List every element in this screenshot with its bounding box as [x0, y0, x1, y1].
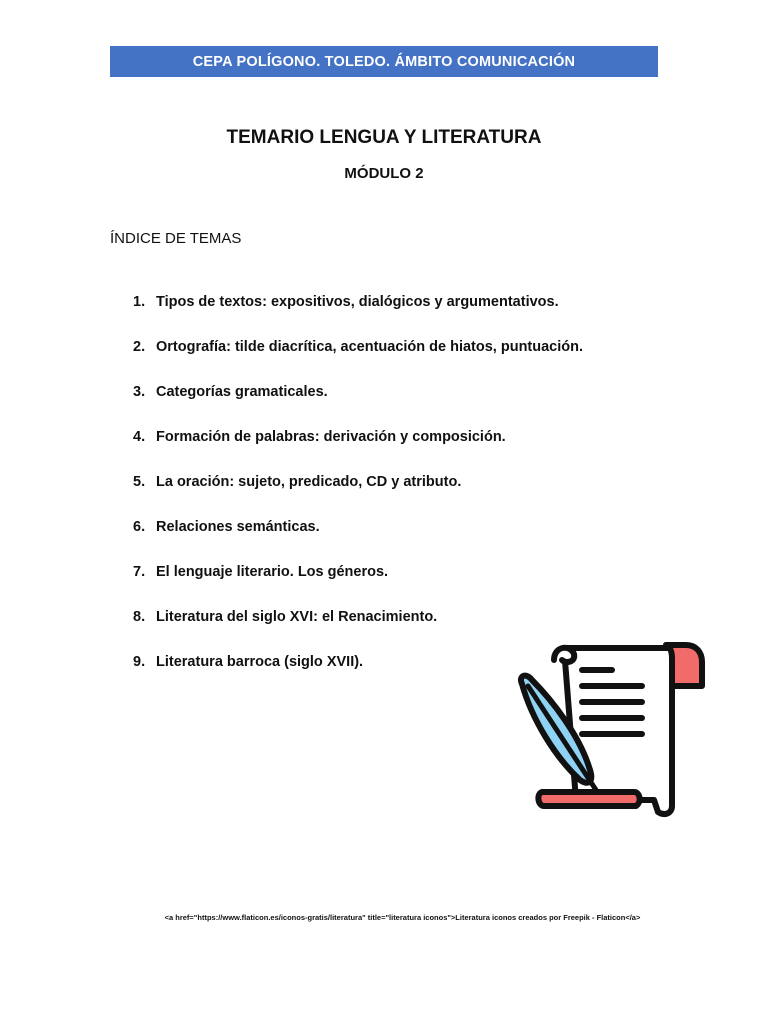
topic-text: Ortografía: tilde diacrítica, acentuación de hiatos, puntuación. [156, 339, 584, 355]
topic-item [133, 384, 583, 429]
document-subtitle: MÓDULO 2 [344, 165, 424, 182]
topic-text: Relaciones semánticas. [156, 519, 320, 535]
topic-item [133, 474, 583, 519]
topic-number: 9. [133, 654, 146, 670]
header-banner: CEPA POLÍGONO. TOLEDO. ÁMBITO COMUNICACIÓN [110, 46, 658, 77]
index-heading: ÍNDICE DE TEMAS [110, 230, 242, 247]
topic-number: 4. [133, 429, 146, 445]
topic-item [133, 429, 583, 474]
topic-text: La oración: sujeto, predicado, CD y atributo. [156, 474, 462, 490]
topic-number: 2. [133, 339, 146, 355]
topic-item [133, 339, 583, 384]
topic-number: 6. [133, 519, 146, 535]
topic-text: Literatura del siglo XVI: el Renacimiento. [156, 609, 438, 625]
topic-number: 5. [133, 474, 146, 490]
topic-number: 7. [133, 564, 146, 580]
topic-number: 1. [133, 294, 146, 310]
icon-credit-text: <a href="https://www.flaticon.es/iconos-gratis/literatura" title="literatura iconos">Literatura iconos creados por Freepik - Flaticon</a> [164, 913, 641, 922]
topic-number: 8. [133, 609, 146, 625]
topic-text: Tipos de textos: expositivos, dialógicos y argumentativos. [156, 294, 559, 310]
scroll-quill-icon [514, 640, 706, 818]
topic-text: Categorías gramaticales. [156, 384, 328, 400]
topic-number: 3. [133, 384, 146, 400]
topic-list [133, 294, 583, 699]
topic-text: Literatura barroca (siglo XVII). [156, 654, 364, 670]
topic-item [133, 564, 583, 609]
document-title: TEMARIO LENGUA Y LITERATURA [226, 127, 542, 148]
topic-item [133, 294, 583, 339]
topic-item [133, 519, 583, 564]
topic-text: Formación de palabras: derivación y composición. [156, 429, 506, 445]
topic-text: El lenguaje literario. Los géneros. [156, 564, 389, 580]
